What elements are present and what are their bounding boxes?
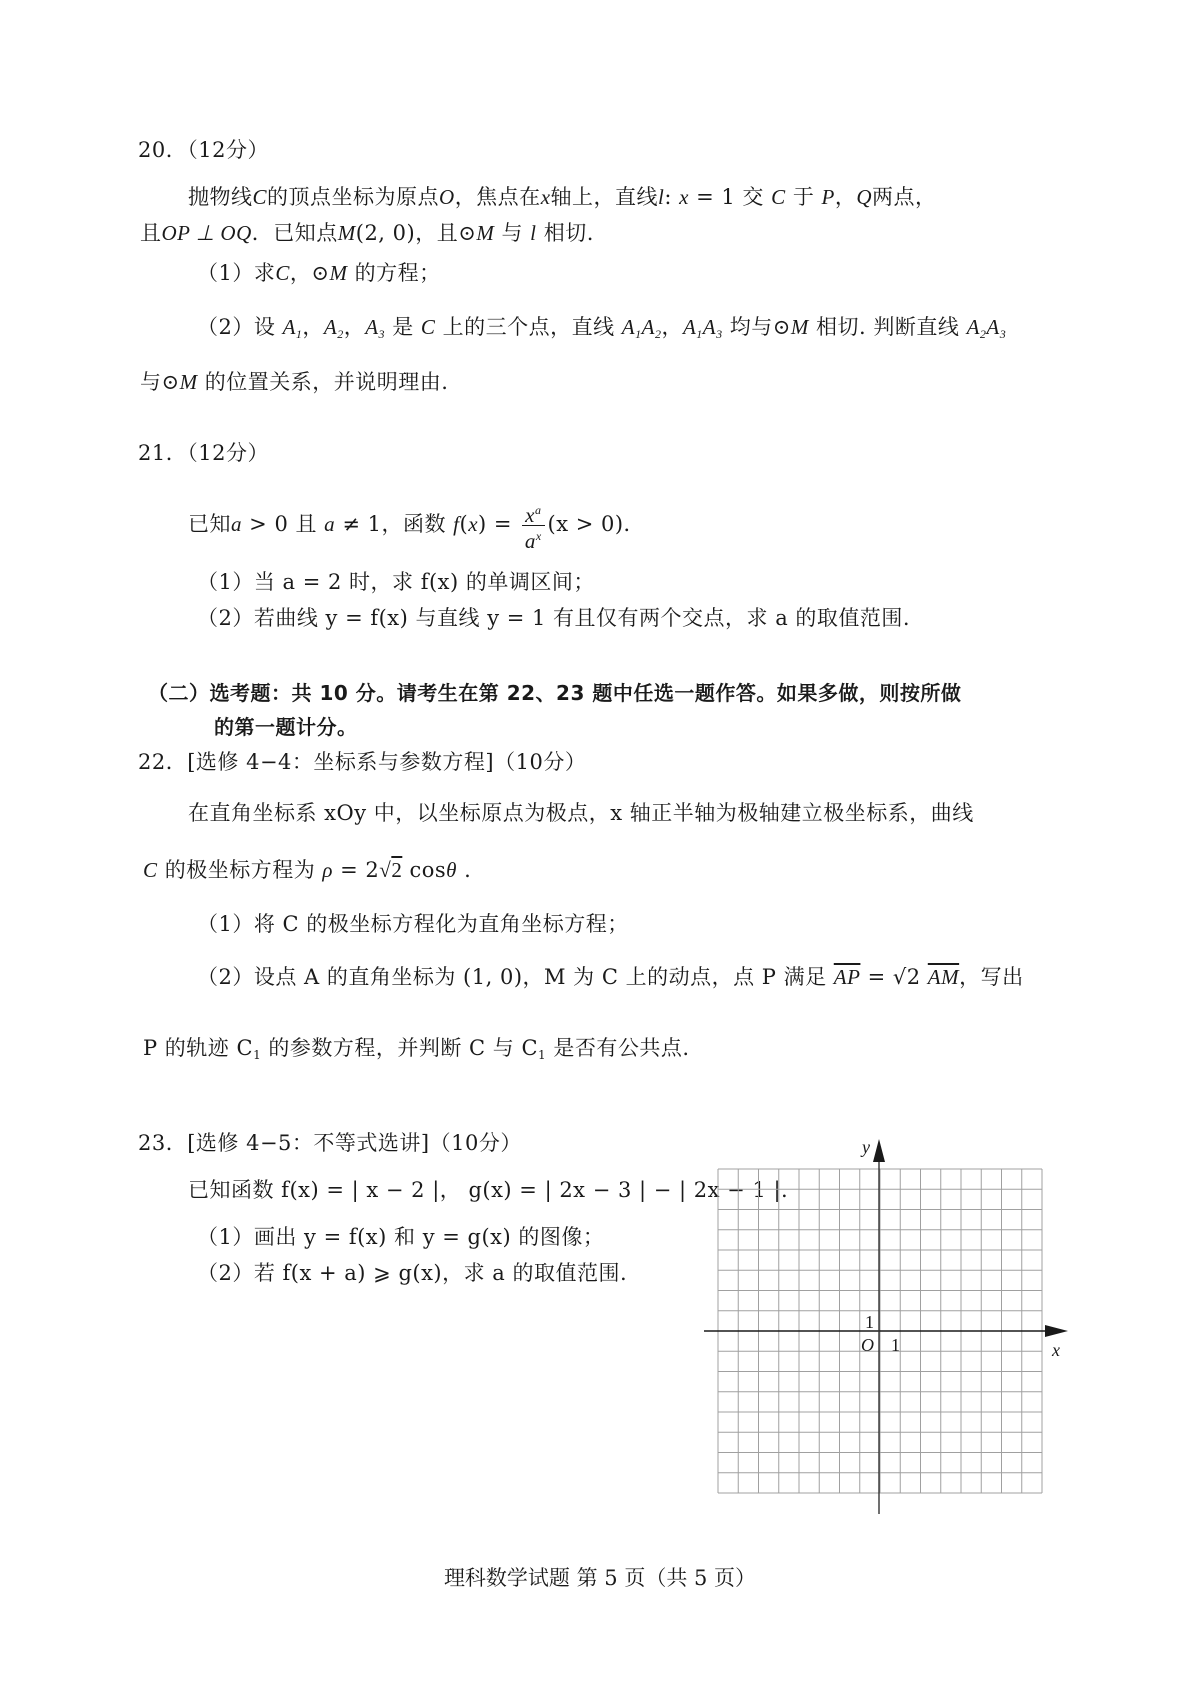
vector-ap: $\overline{AP}$ (833, 965, 861, 989)
math-var: M (179, 370, 198, 394)
text: = 2 (332, 858, 380, 882)
x-axis-arrow-icon (1045, 1325, 1068, 1337)
text: ( (459, 512, 469, 536)
subscript: 1 (253, 1048, 262, 1062)
q22-intro-line1: 在直角坐标系 xOy 中，以坐标原点为极点，x 轴正半轴为极轴建立极坐标系，曲线 (188, 801, 974, 825)
q22-part2-line1 (197, 963, 1024, 991)
text: : (664, 185, 680, 209)
math-var: Q (856, 185, 872, 209)
q21-part1: （1）当 a = 2 时，求 f(x) 的单调区间； (197, 570, 595, 594)
x-axis-label: x (1052, 1340, 1060, 1360)
math-var: $A_1$ (282, 315, 303, 341)
text: （2）设点 A 的直角坐标为 (1, 0)，M 为 C 上的动点，点 P 满足 (197, 965, 834, 989)
math-var: $A_1A_2$ (621, 315, 662, 341)
math-var: x (679, 185, 689, 209)
text: 已知 (188, 512, 231, 536)
math-var: θ (446, 858, 457, 882)
text: 的位置关系，并说明理由. (197, 370, 449, 394)
math-var: M (476, 221, 495, 245)
coordinate-grid (690, 1120, 1090, 1540)
text: ，焦点在 (454, 185, 541, 209)
text: = √2 (860, 965, 928, 989)
math-var: M (337, 221, 356, 245)
fraction (522, 500, 544, 551)
sqrt: √2 (379, 858, 403, 882)
math-var: $A_1A_3$ (682, 315, 723, 341)
math-var: $A_2A_3$ (966, 315, 1007, 341)
text: （1）求 (197, 261, 276, 285)
text: ，写出 (959, 965, 1024, 989)
q23-part1: （1）画出 y = f(x) 和 y = g(x) 的图像； (197, 1225, 605, 1249)
math-var: C (771, 185, 786, 209)
q23-header: 23．[选修 4−5：不等式选讲]（10分） (138, 1131, 522, 1155)
math-var: C (252, 185, 268, 209)
q21-given (188, 500, 645, 551)
math-var: l (658, 185, 665, 209)
text: 于 (785, 185, 822, 209)
x-tick-label: 1 (891, 1335, 900, 1355)
math-var: M (790, 315, 809, 339)
math-var: ρ (322, 858, 333, 882)
q20-intro-line1 (188, 183, 937, 211)
q23-part2: （2）若 f(x + a) ⩾ g(x)，求 a 的取值范围. (197, 1261, 628, 1285)
q21-part2: （2）若曲线 y = f(x) 与直线 y = 1 有且仅有两个交点，求 a 的取值范围. (197, 606, 911, 630)
q20-part2-line1: （2）设 $A_1$，$A_2$，$A_3$ 是 C 上的三个点，直线 $A_1A_2$，$A_1A_3$ 均与⊙M 相切. 判断直线 $A_2A_3$ (197, 315, 1007, 341)
q22-part1: （1）将 C 的极坐标方程化为直角坐标方程； (197, 912, 629, 936)
q20-intro-line2 (140, 219, 594, 247)
text: （2）设 (197, 315, 276, 339)
fraction-numerator: $x^a$ (522, 500, 544, 526)
text: cos (402, 858, 447, 882)
section2-instruction-line2: 的第一题计分。 (214, 715, 358, 739)
text: 是否有公共点. (546, 1036, 690, 1060)
text: 与⊙ (140, 370, 180, 394)
text: P 的轨迹 C (143, 1036, 254, 1060)
math-var: f (453, 512, 460, 536)
y-tick-label: 1 (865, 1312, 874, 1332)
text: ．已知点 (251, 221, 338, 245)
section2-instruction-line1: （二）选考题：共 10 分。请考生在第 22、23 题中任选一题作答。如果多做，则按所做 (148, 681, 962, 705)
y-axis-label: y (862, 1137, 870, 1157)
math-var: a (324, 512, 336, 536)
text: 相切. (536, 221, 594, 245)
text: 的参数方程，并判断 C 与 C (261, 1036, 539, 1060)
q22-header: 22．[选修 4−4：坐标系与参数方程]（10分） (138, 750, 587, 774)
math-var: x (540, 185, 551, 209)
text: 的方程； (347, 261, 441, 285)
math-expr: OP ⊥ OQ (161, 221, 252, 245)
text: ≠ 1，函数 (335, 512, 454, 536)
text: 轴上，直线 (550, 185, 659, 209)
math-var: l (530, 221, 537, 245)
subscript: 1 (538, 1048, 547, 1062)
text: 两点， (872, 185, 937, 209)
math-var: C (275, 261, 290, 285)
text: . (457, 858, 472, 882)
text: (2, 0)，且⊙ (355, 221, 477, 245)
math-var: x (468, 512, 479, 536)
math-var: M (329, 261, 348, 285)
text: ， (834, 185, 857, 209)
text: 抛物线 (188, 185, 253, 209)
text: 的顶点坐标为原点 (267, 185, 440, 209)
q20-part1 (197, 259, 441, 287)
text: = 1 交 (688, 185, 772, 209)
fraction-denominator: $a^x$ (524, 529, 542, 553)
q21-header: 21．（12分） (138, 441, 269, 465)
math-var: a (231, 512, 242, 536)
q22-intro-line2 (143, 856, 471, 884)
y-axis-arrow-icon (873, 1139, 885, 1162)
text: (x > 0)． (547, 512, 646, 536)
page-footer: 理科数学试题 第 5 页（共 5 页） (443, 1566, 757, 1590)
math-var: O (439, 185, 455, 209)
q22-part2-line2 (143, 1034, 690, 1069)
q20-header: 20．（12分） (138, 138, 269, 162)
text: 的极坐标方程为 (157, 858, 323, 882)
text: ，⊙ (289, 261, 330, 285)
q20-part2-line2 (140, 368, 448, 396)
q23-given: 已知函数 f(x) = | x − 2 |， g(x) = | 2x − 3 | − | 2x − 1 |. (188, 1178, 789, 1202)
math-var: C (420, 315, 436, 339)
origin-label: O (861, 1335, 874, 1355)
text: ) = (478, 512, 520, 536)
math-var: $A_2$ (323, 315, 344, 341)
vector-am: $\overline{AM}$ (927, 965, 960, 989)
text: 与 (494, 221, 531, 245)
text: > 0 且 (242, 512, 325, 536)
math-var: P (821, 185, 835, 209)
math-var: $A_3$ (365, 315, 386, 341)
math-var: C (143, 858, 158, 882)
text: 且 (140, 221, 162, 245)
